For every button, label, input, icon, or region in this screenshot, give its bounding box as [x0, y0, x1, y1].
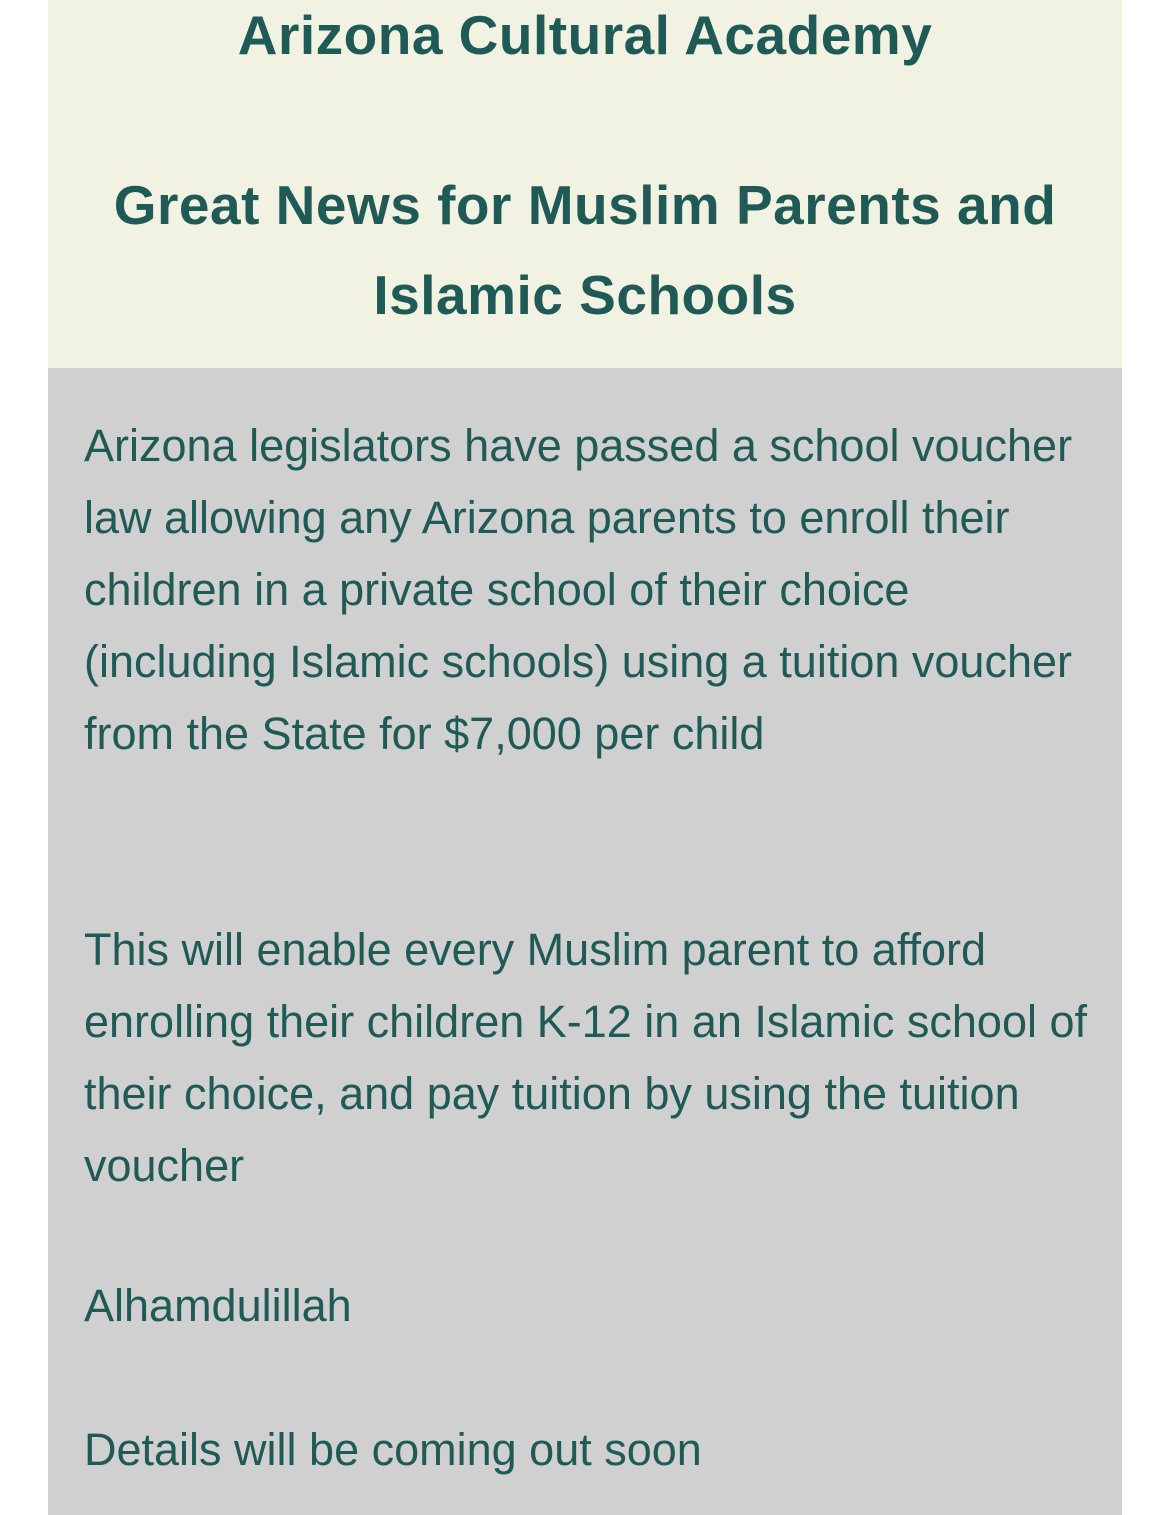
announcement-body	[48, 368, 1122, 1515]
paragraph-details-soon: Details will be coming out soon	[84, 1424, 702, 1475]
paragraph-alhamdulillah: Alhamdulillah	[84, 1280, 352, 1331]
organization-name: Arizona Cultural Academy	[237, 4, 933, 66]
paragraph-voucher-law: Arizona legislators have passed a school voucher law allowing any Arizona parents to enroll their children in a private school of their choice (including Islamic schools) using a tuition voucher from the State for $7,000 per child	[84, 420, 1073, 759]
announcement-card	[48, 0, 1122, 1515]
headline: Great News for Muslim Parents and Islamic Schools	[113, 174, 1057, 326]
paragraph-enable-parents: This will enable every Muslim parent to afford enrolling their children K-12 in an Islamic school of their choice, and pay tuition by using the tuition voucher	[84, 924, 1088, 1191]
announcement-header	[48, 0, 1122, 368]
